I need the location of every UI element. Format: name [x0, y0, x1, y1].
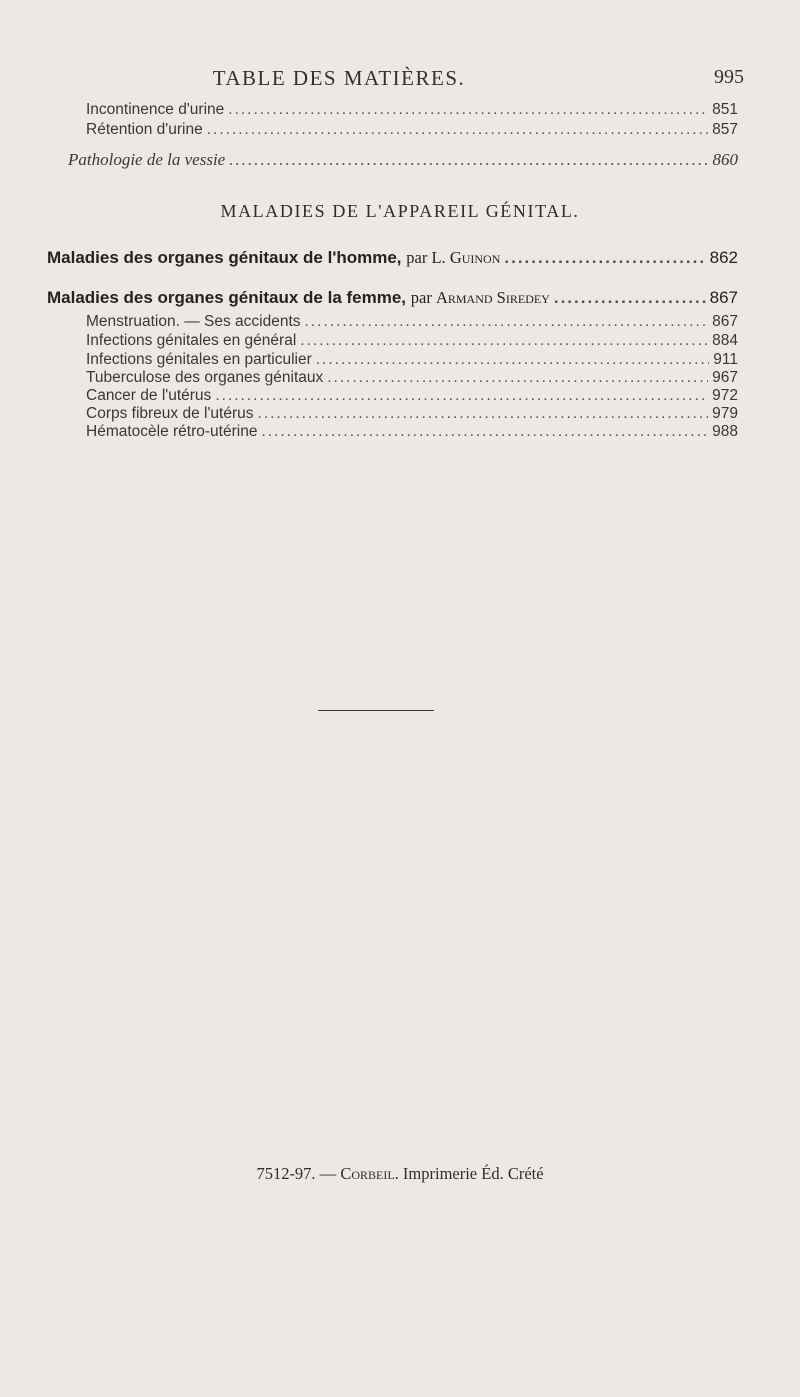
toc-entry-label: Infections génitales en particulier: [86, 351, 312, 368]
toc-entry-page: 972: [712, 387, 738, 404]
toc-entry-page: 979: [712, 405, 738, 422]
author-name: Armand Siredey: [435, 288, 550, 307]
imprint-printer: Imprimerie Éd. Crété: [402, 1164, 544, 1183]
author-prefix: par L.: [406, 248, 446, 267]
end-rule: [318, 710, 434, 711]
toc-entry: [86, 101, 738, 119]
dot-leader: [327, 369, 708, 387]
chapter-title: Maladies des organes génitaux de l'homme,: [47, 248, 402, 267]
toc-entry-page: 867: [712, 313, 738, 330]
running-head: [0, 66, 800, 96]
dot-leader: [261, 423, 708, 441]
chapter-title: Maladies des organes génitaux de la femme,: [47, 288, 407, 307]
chapter-title-group: [47, 288, 550, 308]
toc-entry: [86, 351, 738, 369]
chapter-entry: [47, 248, 738, 268]
imprint-code: 7512-97. —: [256, 1164, 337, 1183]
toc-entry-label: Pathologie de la vessie: [68, 150, 226, 169]
imprint: [0, 1164, 800, 1184]
dot-leader: [300, 332, 708, 350]
dot-leader: [258, 405, 709, 423]
toc-entry: [86, 405, 738, 423]
toc-entry-page: 988: [712, 423, 738, 440]
author-prefix: par: [410, 288, 432, 307]
toc-entry-page: 860: [712, 150, 738, 169]
toc-entry: [86, 387, 738, 405]
author-name: Guinon: [449, 248, 501, 267]
toc-entry-label: Menstruation. — Ses accidents: [86, 313, 301, 330]
chapter-entry: [47, 288, 738, 308]
toc-entry: [86, 313, 738, 331]
dot-leader: [504, 248, 705, 268]
chapter-page: 867: [709, 288, 738, 307]
toc-entry: [86, 423, 738, 441]
dot-leader: [554, 288, 706, 308]
chapter-author: [406, 248, 500, 267]
toc-entry-page: 967: [712, 369, 738, 386]
toc-entry: [86, 332, 738, 350]
chapter-page: 862: [709, 248, 738, 267]
toc-entry-label: Tuberculose des organes génitaux: [86, 369, 324, 386]
section-heading: MALADIES DE L'APPAREIL GÉNITAL.: [220, 201, 580, 221]
toc-entry-label: Hématocèle rétro-utérine: [86, 423, 258, 440]
toc-entry-page: 884: [712, 332, 738, 349]
toc-entry-page: 911: [713, 351, 738, 368]
dot-leader: [316, 351, 710, 369]
toc-entry-label: Cancer de l'utérus: [86, 387, 212, 404]
toc-entry-label: Corps fibreux de l'utérus: [86, 405, 254, 422]
dot-leader: [228, 101, 708, 119]
toc-entry-label: Infections génitales en général: [86, 332, 297, 349]
dot-leader: [215, 387, 708, 405]
chapter-author: [411, 288, 550, 307]
dot-leader: [305, 313, 709, 331]
chapter-title-group: [47, 248, 500, 268]
toc-entry: [86, 369, 738, 387]
page-number: 995: [714, 66, 744, 88]
toc-entry: [86, 121, 738, 139]
toc-entry-page: 857: [712, 121, 738, 138]
toc-entry: [68, 150, 738, 170]
toc-entry-label: Rétention d'urine: [86, 121, 203, 138]
toc-entry-page: 851: [712, 101, 738, 118]
dot-leader: [207, 121, 708, 139]
imprint-place: Corbeil.: [340, 1164, 399, 1183]
toc-entry-label: Incontinence d'urine: [86, 101, 225, 118]
dot-leader: [229, 150, 708, 170]
running-title: TABLE DES MATIÈRES.: [212, 66, 466, 90]
